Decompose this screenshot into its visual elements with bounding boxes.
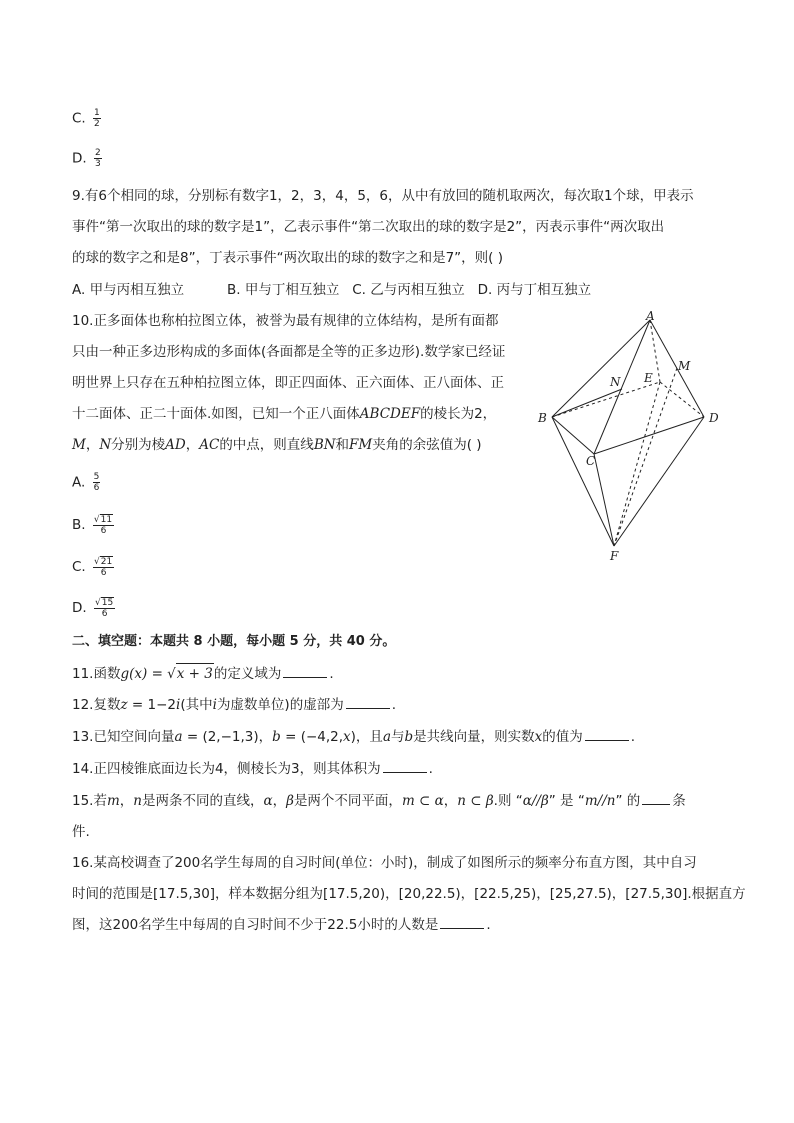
label-e: E xyxy=(644,371,653,385)
edge-bf xyxy=(552,417,614,546)
edge-ab xyxy=(552,320,650,417)
q10-line-1: 10.正多面体也称柏拉图立体，被誉为最有规律的立体结构，是所有面都 xyxy=(72,313,499,329)
label-c: C xyxy=(586,454,596,468)
q10-option-d: D. $\frac{√15}{6}$ xyxy=(72,598,114,619)
q10-option-c: C. $\frac{√21}{6}$ xyxy=(72,557,113,578)
label-d: D xyxy=(709,411,719,425)
q10-line-4: 十二面体、正二十面体.如图，已知一个正八面体ABCDEF的棱长为2， xyxy=(72,406,497,422)
q14: 14.正四棱锥底面边长为4，侧棱长为3，则其体积为 . xyxy=(72,761,433,777)
answer-blank xyxy=(642,792,670,805)
q12: 12.复数z = 1−2i(其中i为虚数单位)的虚部为 . xyxy=(72,697,397,713)
edge-bc xyxy=(552,417,594,454)
edge-ef xyxy=(614,382,660,546)
q10-line-2: 只由一种正多边形构成的多面体(各面都是全等的正多边形).数学家已经证 xyxy=(72,344,506,360)
fraction: $\frac{√21}{6}$ xyxy=(94,557,113,578)
q16-line-1: 16.某高校调查了200名学生每周的自习时间(单位：小时)，制成了如图所示的频率分布直方图，其中自习 xyxy=(72,855,697,871)
fraction: $\frac{2}{3}$ xyxy=(94,148,101,169)
section-2-heading: 二、填空题：本题共 8 小题，每小题 5 分，共 40 分。 xyxy=(72,634,396,649)
q10-line-5: M，N分别为棱AD，AC的中点，则直线BN和FM夹角的余弦值为( ) xyxy=(72,437,482,453)
fraction: $\frac{1}{2}$ xyxy=(94,108,100,129)
fraction: $\frac{5}{6}$ xyxy=(93,472,100,493)
q8-option-d: D. $\frac{2}{3}$ xyxy=(72,148,101,169)
answer-blank xyxy=(383,760,427,773)
q10-option-a: A. $\frac{5}{6}$ xyxy=(72,472,100,493)
answer-blank xyxy=(440,916,484,929)
q16-line-2: 时间的范围是[17.5,30]，样本数据分组为[17.5,20)，[20,22.5)，[22.5,25)，[25,27.5)，[27.5,30].根据直方 xyxy=(72,886,746,902)
q10-option-b: B. $\frac{√11}{6}$ xyxy=(72,515,113,536)
q9-options: A. 甲与丙相互独立 B. 甲与丁相互独立 C. 乙与丙相互独立 D. 丙与丁相互独立 xyxy=(72,282,592,298)
edge-be xyxy=(552,382,660,417)
label-f: F xyxy=(610,549,619,563)
label-a: A xyxy=(646,309,655,323)
q13: 13.已知空间向量a = (2,−1,3)，b = (−4,2,x)，且a与b是共线向量，则实数x的值为 . xyxy=(72,729,636,745)
edge-ac xyxy=(594,320,650,454)
q11: 11.函数g(x) = √x + 3的定义域为 . xyxy=(72,663,334,684)
q10-line-3: 明世界上只存在五种柏拉图立体，即正四面体、正六面体、正八面体、正 xyxy=(72,375,504,391)
segment-fm xyxy=(614,368,677,546)
fraction: $\frac{√11}{6}$ xyxy=(93,515,113,536)
octahedron-figure xyxy=(532,308,732,568)
label-b: B xyxy=(538,411,547,425)
answer-blank xyxy=(283,665,327,678)
label-n: N xyxy=(610,375,621,389)
q16-line-3: 图，这200名学生中每周的自习时间不少于22.5小时的人数是 . xyxy=(72,917,491,933)
answer-blank xyxy=(585,728,629,741)
q15-line-2: 件. xyxy=(72,824,90,840)
label-m: M xyxy=(678,359,691,373)
edge-ed xyxy=(660,382,704,417)
edge-df xyxy=(614,417,704,546)
q9-line-3: 的球的数字之和是8”，丁表示事件“两次取出的球的数字之和是7”，则( ) xyxy=(72,250,503,266)
answer-blank xyxy=(346,696,390,709)
fraction: $\frac{√15}{6}$ xyxy=(94,598,114,619)
q15-line-1: 15.若m，n是两条不同的直线，α，β是两个不同平面，m ⊂ α，n ⊂ β.则 “α//β” 是 “m//n” 的 条 xyxy=(72,793,686,809)
q9-line-2: 事件“第一次取出的球的数字是1”，乙表示事件“第二次取出的球的数字是2”，丙表示事件“两次取出 xyxy=(72,219,665,235)
q9-line-1: 9.有6个相同的球，分别标有数字1，2，3，4，5，6，从中有放回的随机取两次，每次取1个球，甲表示 xyxy=(72,188,694,204)
q8-option-c: C. $\frac{1}{2}$ xyxy=(72,108,100,129)
edge-cf xyxy=(594,454,614,546)
